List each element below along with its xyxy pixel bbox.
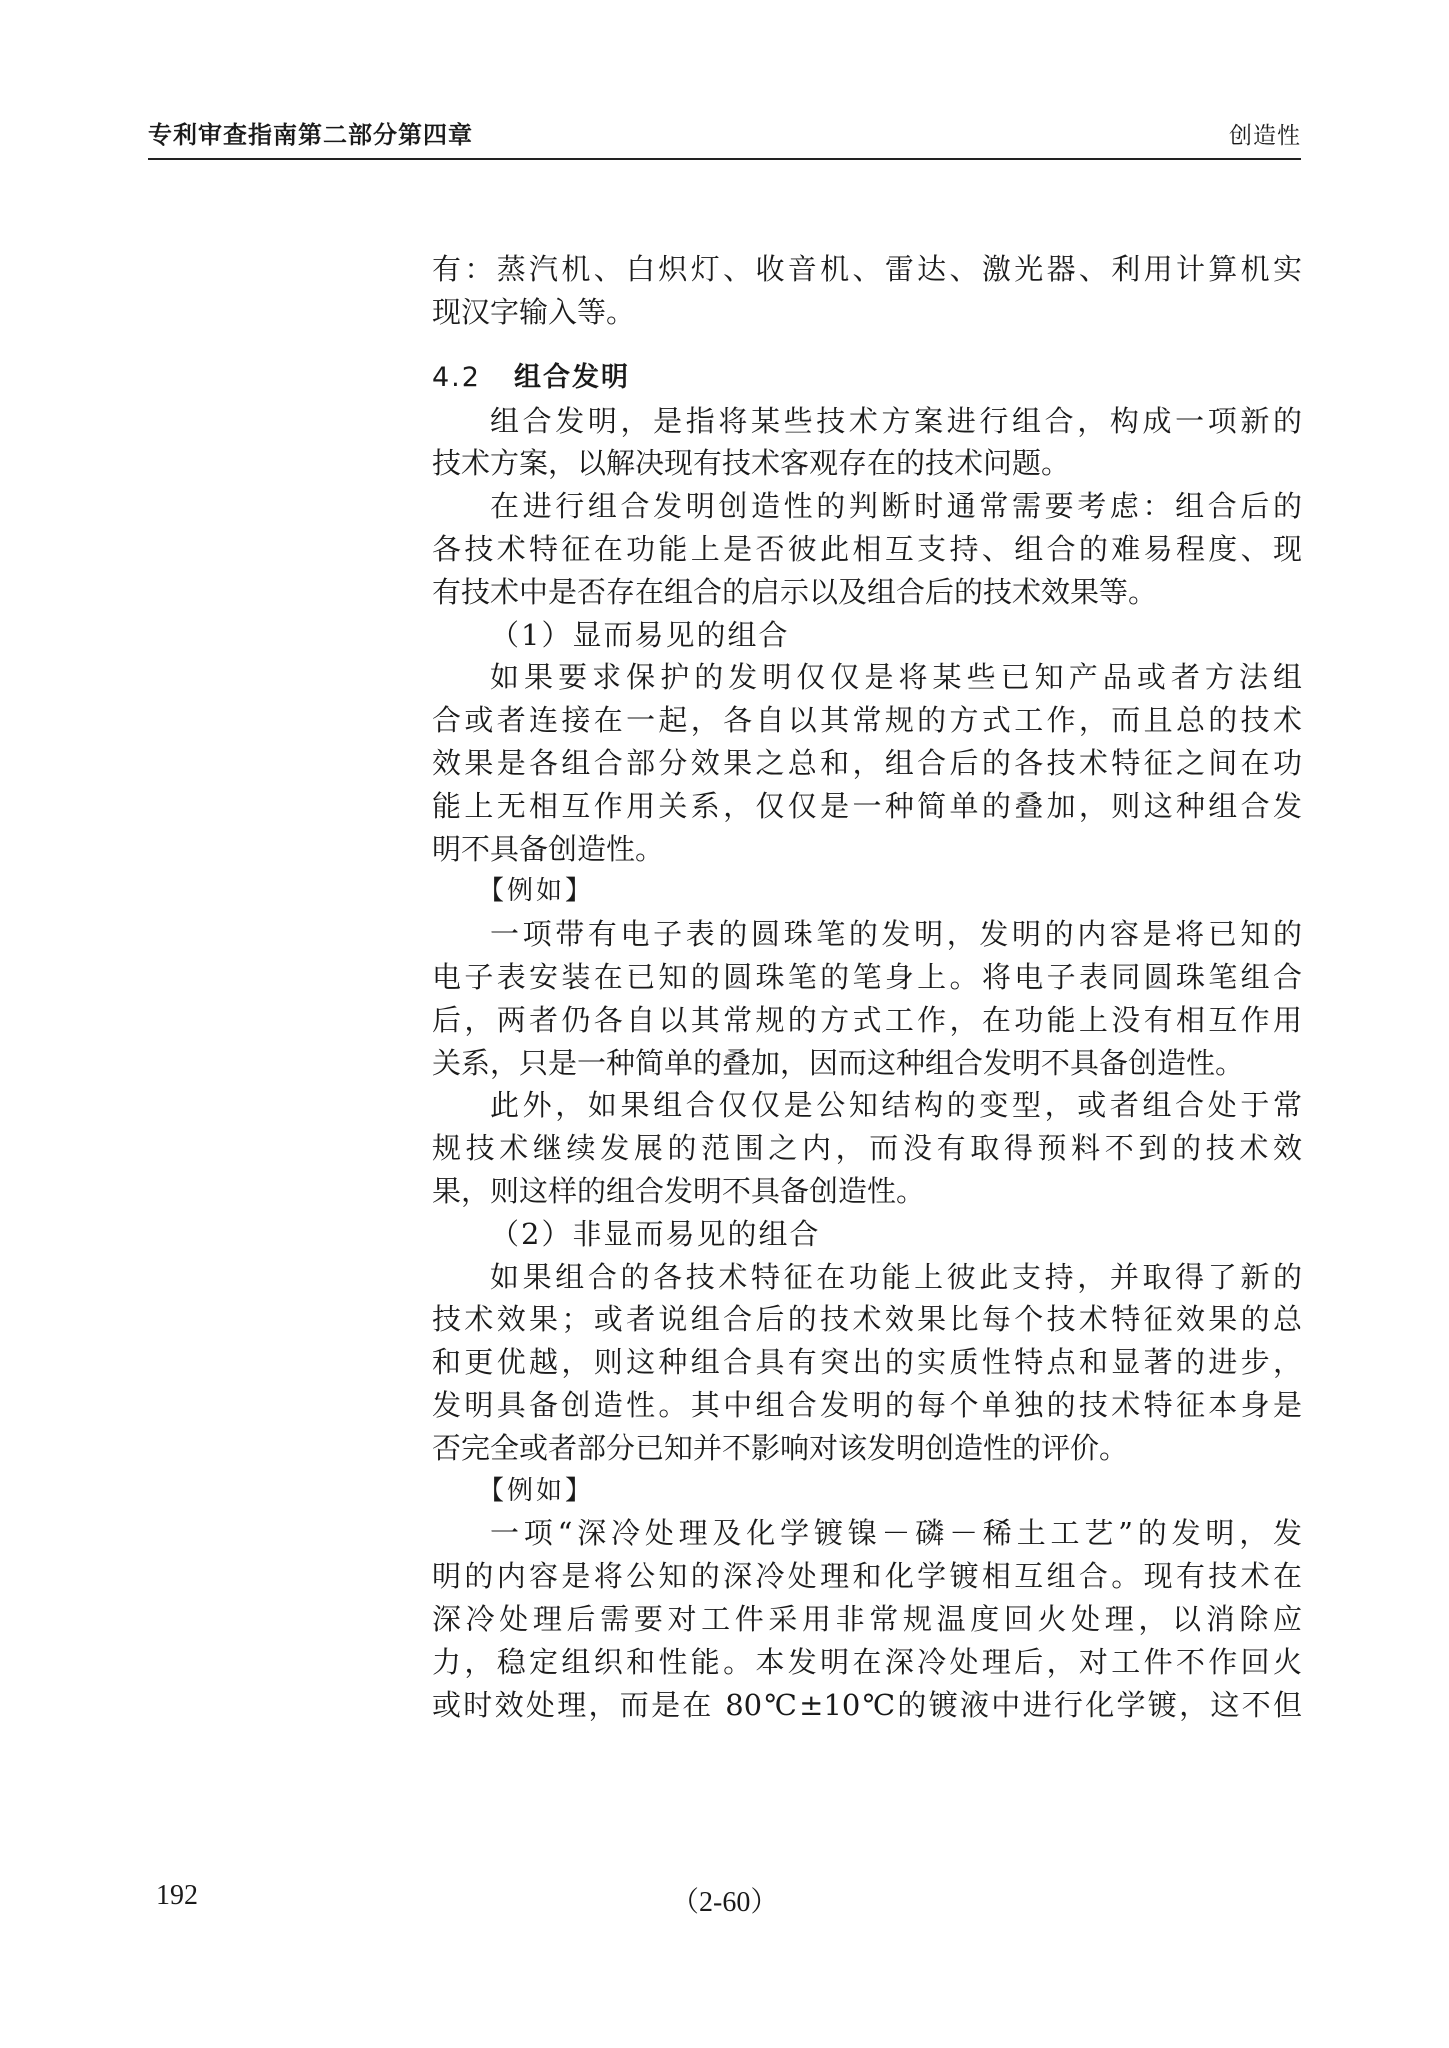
text-line: 如果要求保护的发明仅仅是将某些已知产品或者方法组 [490,660,1302,695]
text-line: 能上无相互作用关系，仅仅是一种简单的叠加，则这种组合发 [432,788,1302,823]
example-label: 【例如】 [478,1475,595,1506]
text-line: 有：蒸汽机、白炽灯、收音机、雷达、激光器、利用计算机实 [432,252,1302,286]
header-section-title: 创造性 [1229,123,1301,149]
text-line: 或时效处理，而是在 80℃±10℃的镀液中进行化学镀，这不但 [432,1687,1302,1722]
text-line: 有技术中是否存在组合的启示以及组合后的技术效果等。 [432,574,1158,609]
text-line: 果，则这样的组合发明不具备创造性。 [432,1173,926,1208]
subsection-heading: （1）显而易见的组合 [490,617,790,652]
text-line: 后，两者仍各自以其常规的方式工作，在功能上没有相互作用 [432,1002,1302,1037]
text-line: 组合发明，是指将某些技术方案进行组合，构成一项新的 [490,403,1302,438]
text-line: 深冷处理后需要对工件采用非常规温度回火处理，以消除应 [432,1601,1302,1636]
text-line: 现汉字输入等。 [432,294,636,329]
section-heading [432,356,1302,400]
header-chapter-title: 专利审查指南第二部分第四章 [148,121,473,149]
section-number: 4.2 [432,361,481,393]
text-line: 规技术继续发展的范围之内，而没有取得预料不到的技术效 [432,1131,1302,1166]
text-line: 合或者连接在一起，各自以其常规的方式工作，而且总的技术 [432,703,1302,738]
text-line: 发明具备创造性。其中组合发明的每个单独的技术特征本身是 [432,1387,1302,1422]
text-line: 明不具备创造性。 [432,831,665,866]
page-footer [148,1880,1301,1920]
text-line: 一项带有电子表的圆珠笔的发明，发明的内容是将已知的 [490,917,1302,952]
example-label: 【例如】 [478,876,595,907]
text-line: 如果组合的各技术特征在功能上彼此支持，并取得了新的 [490,1259,1302,1294]
page-code: （2-60） [671,1887,779,1918]
body-text [432,248,1302,1726]
section-title: 组合发明 [514,361,630,393]
text-line: 技术效果；或者说组合后的技术效果比每个技术特征效果的总 [432,1302,1302,1337]
text-line: 技术方案，以解决现有技术客观存在的技术问题。 [432,446,1071,481]
text-line: 否完全或者部分已知并不影响对该发明创造性的评价。 [432,1430,1129,1465]
text-line: 明的内容是将公知的深冷处理和化学镀相互组合。现有技术在 [432,1559,1302,1594]
running-header [148,118,1301,160]
text-line: 和更优越，则这种组合具有突出的实质性特点和显著的进步， [432,1345,1302,1380]
text-line: 此外，如果组合仅仅是公知结构的变型，或者组合处于常 [490,1088,1302,1123]
text-line: 在进行组合发明创造性的判断时通常需要考虑：组合后的 [490,489,1302,524]
subsection-heading: （2）非显而易见的组合 [490,1216,821,1251]
page-number: 192 [156,1880,198,1911]
text-line: 各技术特征在功能上是否彼此相互支持、组合的难易程度、现 [432,531,1302,566]
text-line: 一项“深冷处理及化学镀镍－磷－稀土工艺”的发明，发 [490,1516,1302,1551]
text-line: 力，稳定组织和性能。本发明在深冷处理后，对工件不作回火 [432,1644,1302,1679]
text-line: 电子表安装在已知的圆珠笔的笔身上。将电子表同圆珠笔组合 [432,959,1302,994]
text-line: 关系，只是一种简单的叠加，因而这种组合发明不具备创造性。 [432,1045,1245,1080]
text-line: 效果是各组合部分效果之总和，组合后的各技术特征之间在功 [432,745,1302,780]
